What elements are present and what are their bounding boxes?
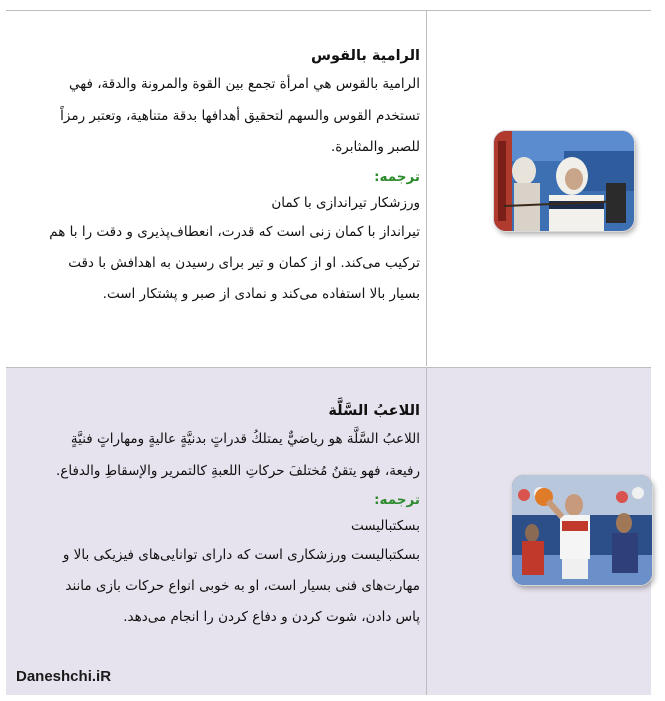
basketball-player-photo-icon: [512, 475, 652, 585]
table-row-archer: [6, 11, 651, 366]
arabic-line: الرامية بالقوس هي امرأة تجمع بين القوة والمرونة والدقة، فهي: [68, 76, 420, 92]
persian-line: تیرانداز با کمان زنی است که قدرت، انعطاف‌پذیری و دقت را با هم: [49, 223, 420, 240]
arabic-line: تستخدم القوس والسهم لتحقيق أهدافها بدقة متناهية، وتعتبر رمزاً: [60, 107, 420, 124]
arabic-line: اللاعبُ السَّلَّة هو رياضيٌّ يمتلكُ قدراتٍ بدنيَّةٍ عاليةٍ ومهاراتٍ فنيَّةٍ: [70, 431, 420, 447]
translation-label: ترجمه:: [374, 168, 420, 185]
column-divider: [426, 11, 427, 366]
text-cell-archer: [6, 43, 420, 310]
column-divider: [426, 368, 427, 695]
translation-label: ترجمه:: [374, 492, 420, 508]
content-table: [6, 10, 651, 695]
persian-line: مهارت‌های فنی بسیار است، او به خوبی انواع حرکات بازی مانند: [65, 578, 420, 594]
persian-line: ترکیب می‌کند. او از کمان و تیر برای رسیدن به اهدافش با دقت: [68, 254, 420, 271]
archer-photo-icon: [494, 131, 634, 231]
persian-title: ورزشکار تیراندازی با کمان: [271, 194, 420, 211]
persian-title: بسکتبالیست: [350, 518, 420, 534]
persian-line: بسیار بالا استفاده می‌کند و نمادی از صبر و پشتکار است.: [102, 285, 420, 302]
text-cell-basketball: [6, 398, 420, 633]
persian-line: پاس دادن، شوت کردن و دفاع کردن را انجام می‌دهد.: [123, 609, 420, 625]
entry-title: اللاعبُ السَّلَّة: [328, 403, 420, 419]
arabic-line: رفيعة، فهو يتقنُ مُختلفَ حركاتِ اللعبةِ كالتمرير والإسقاطِ والدفاع.: [55, 462, 420, 479]
persian-line: بسکتبالیست ورزشکاری است که دارای توانایی‌های فیزیکی بالا و: [62, 547, 420, 563]
table-row-basketball: [6, 367, 651, 695]
arabic-line: للصبر والمثابرة.: [330, 139, 420, 155]
watermark: Daneshchi.iR: [16, 668, 112, 685]
entry-title: الرامية بالقوس: [310, 48, 420, 64]
